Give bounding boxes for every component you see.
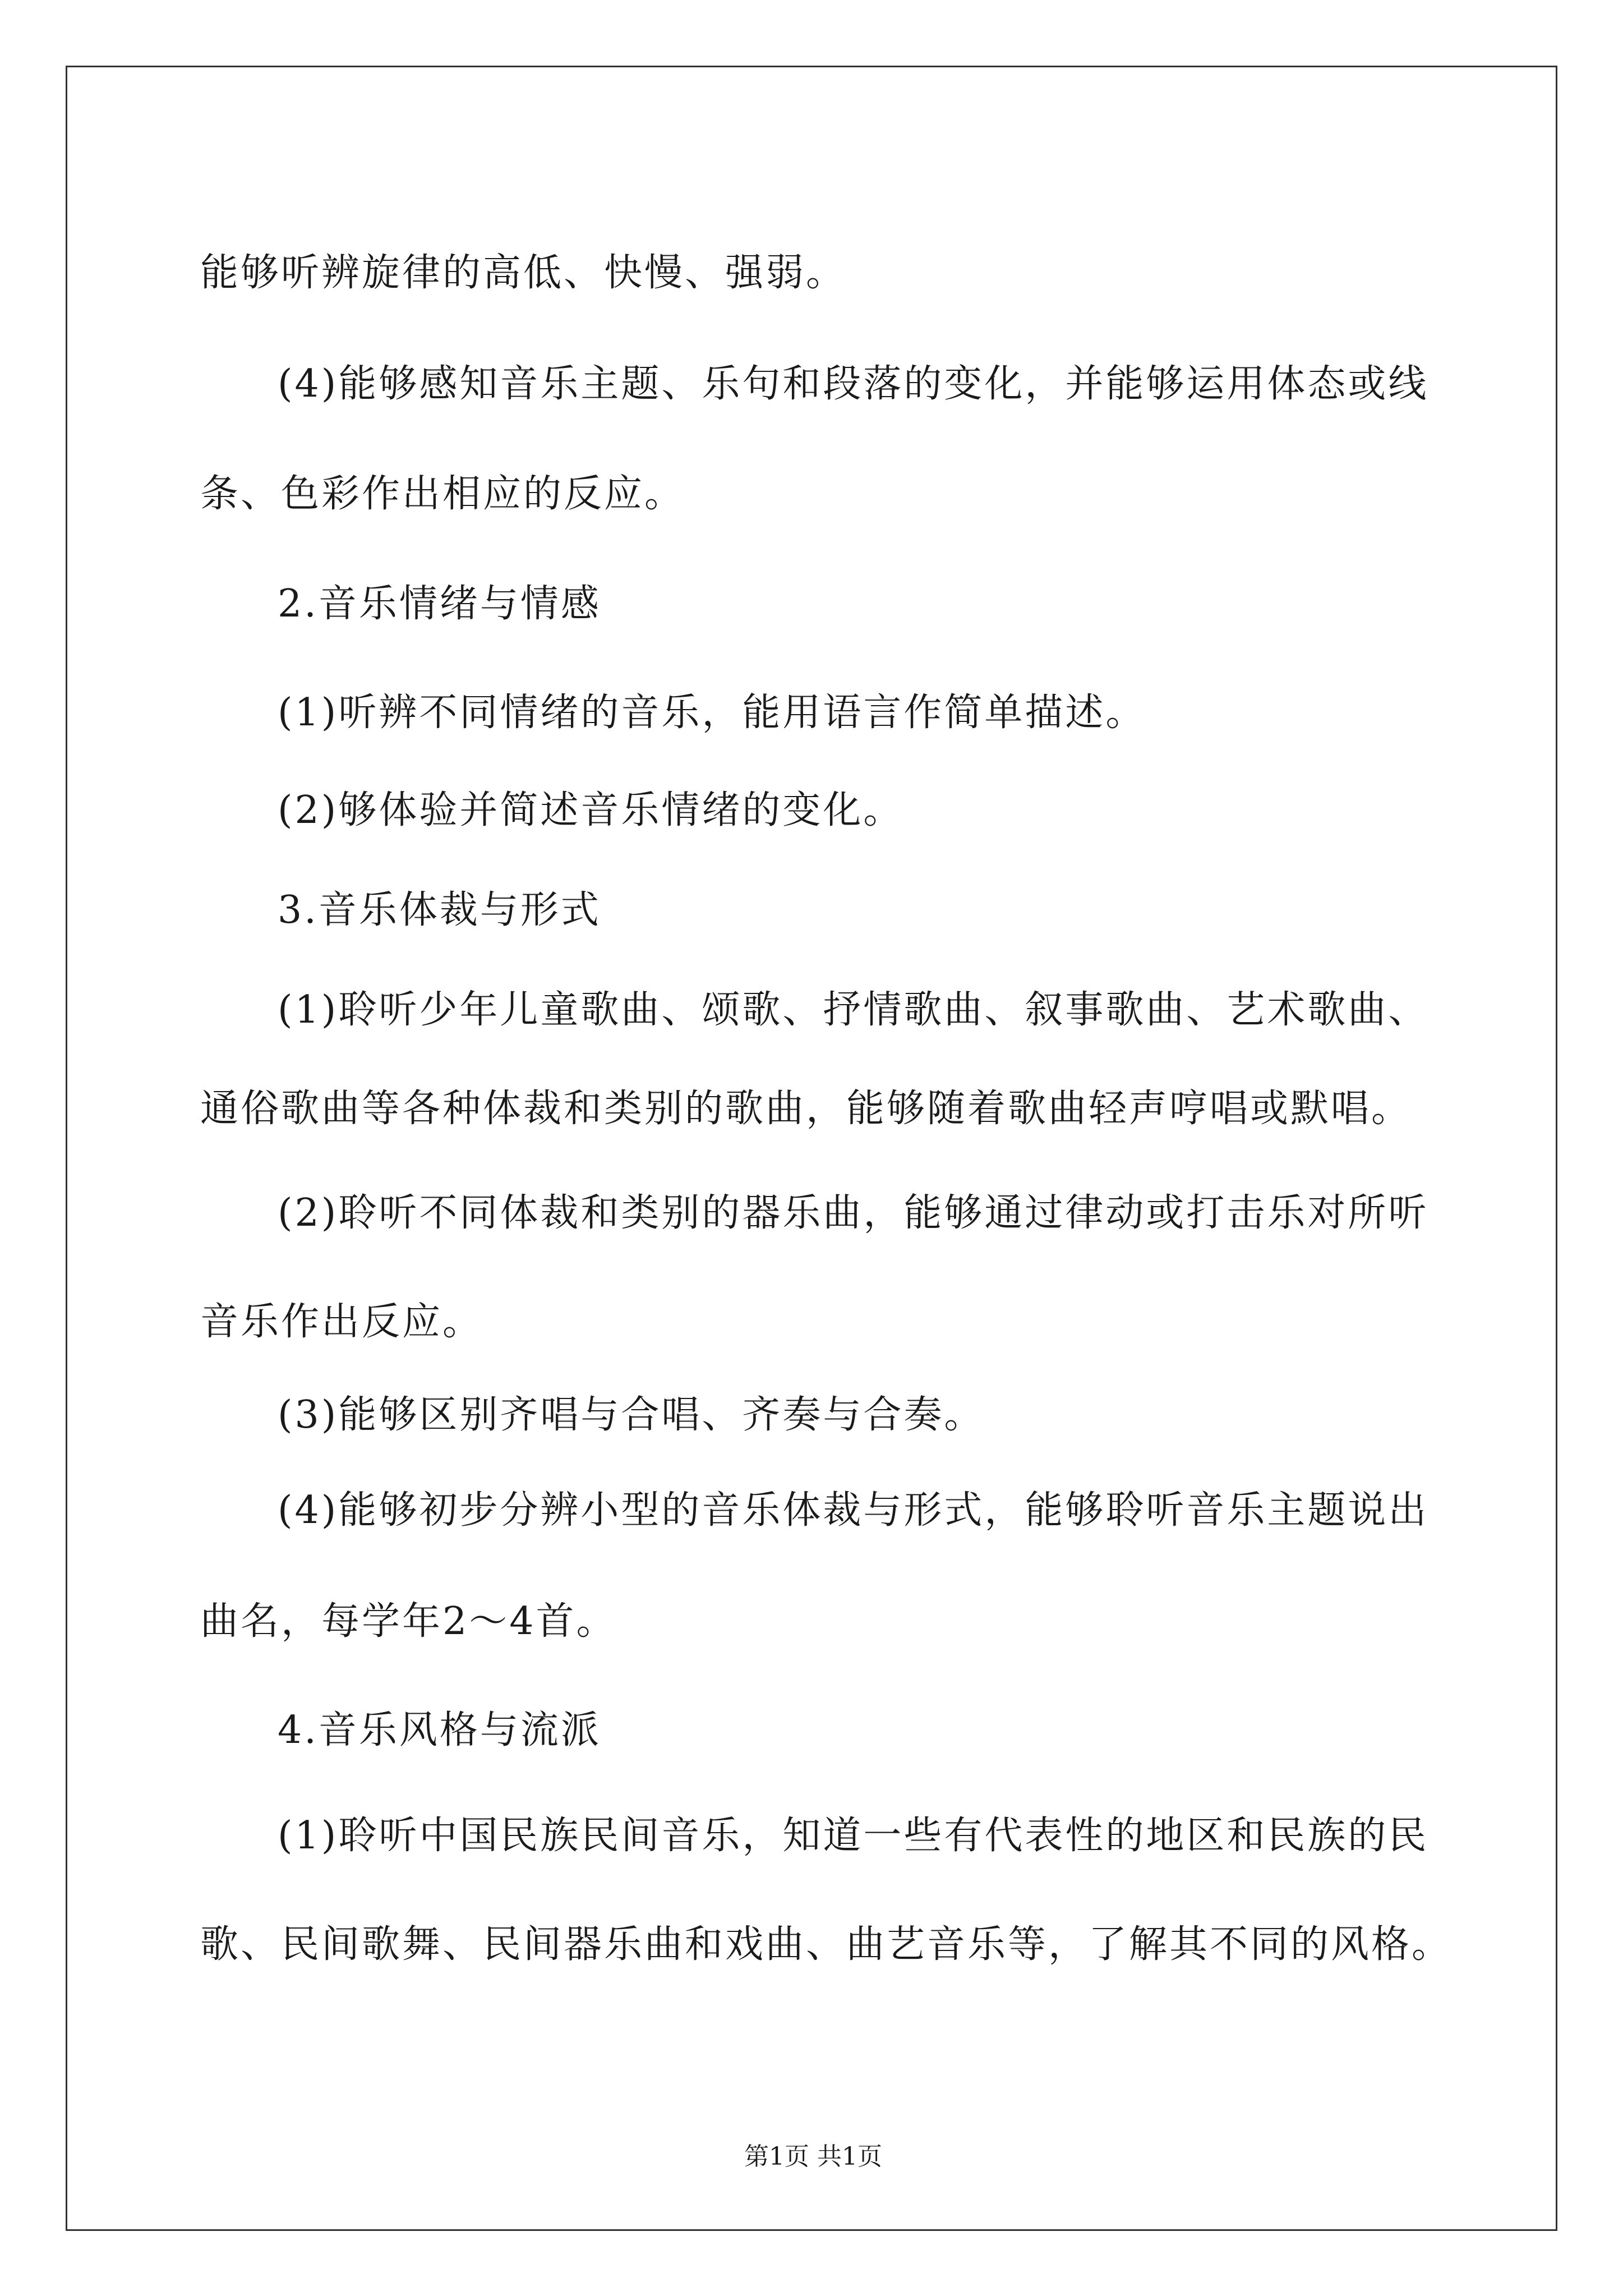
- section-heading: 4.音乐风格与流派: [278, 1708, 601, 1752]
- text-line: (2)够体验并简述音乐情绪的变化。: [278, 788, 904, 832]
- section-heading: 3.音乐体裁与形式: [278, 888, 601, 932]
- text-line: 条、色彩作出相应的反应。: [200, 472, 685, 516]
- text-line: (4)能够初步分辨小型的音乐体裁与形式，能够聆听音乐主题说出: [278, 1488, 1429, 1533]
- text-line: (1)聆听少年儿童歌曲、颂歌、抒情歌曲、叙事歌曲、艺术歌曲、: [278, 988, 1429, 1032]
- text-line: (1)听辨不同情绪的音乐，能用语言作简单描述。: [278, 691, 1146, 735]
- section-heading: 2.音乐情绪与情感: [278, 582, 601, 626]
- text-line: (3)能够区别齐唱与合唱、齐奏与合奏。: [278, 1393, 985, 1437]
- page-frame: [66, 66, 1557, 2231]
- text-line: (1)聆听中国民族民间音乐，知道一些有代表性的地区和民族的民: [278, 1814, 1429, 1858]
- page-number-footer: 第1页 共1页: [744, 2142, 882, 2171]
- text-line: 通俗歌曲等各种体裁和类别的歌曲，能够随着歌曲轻声哼唱或默唱。: [200, 1087, 1412, 1131]
- text-line: 能够听辨旋律的高低、快慢、强弱。: [200, 251, 847, 295]
- text-line: 歌、民间歌舞、民间器乐曲和戏曲、曲艺音乐等，了解其不同的风格。: [200, 1922, 1453, 1967]
- text-line: (4)能够感知音乐主题、乐句和段落的变化，并能够运用体态或线: [278, 362, 1429, 406]
- text-line: (2)聆听不同体裁和类别的器乐曲，能够通过律动或打击乐对所听: [278, 1191, 1429, 1235]
- text-line: 曲名，每学年2～4首。: [200, 1599, 617, 1644]
- text-line: 音乐作出反应。: [200, 1300, 483, 1344]
